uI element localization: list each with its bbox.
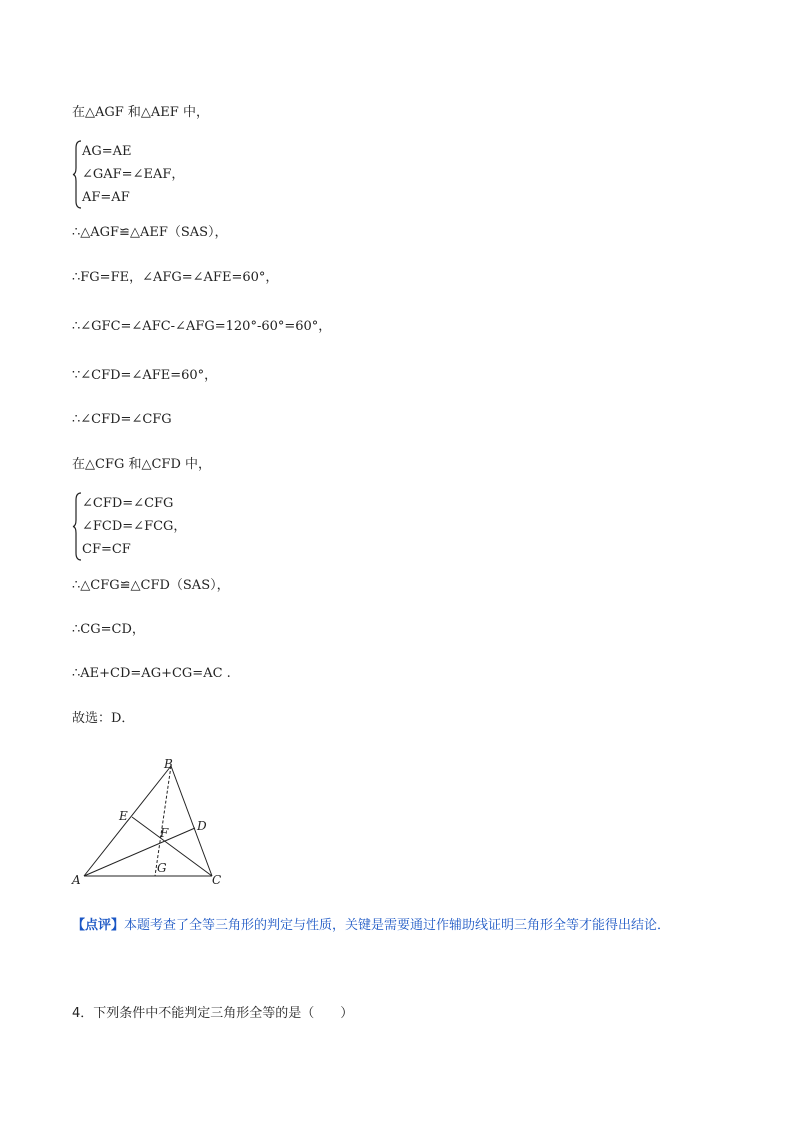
proof-line-3: ∴FG=FE，∠AFG=∠AFE=60°， (72, 270, 279, 285)
proof-line-2: ∴△AGF≌△AEF（SAS）， (72, 225, 228, 240)
comment-block (72, 914, 670, 933)
brace1-line-1: AG=AE (82, 144, 132, 159)
question-4: 4．下列条件中不能判定三角形全等的是（ ） (72, 1006, 354, 1021)
comment-tag: 【点评】 (72, 918, 125, 933)
brace1-line-2: ∠GAF=∠EAF， (82, 167, 185, 182)
proof-line-10: ∴AE+CD=AG+CG=AC . (72, 666, 231, 681)
proof-line-9: ∴CG=CD， (72, 622, 145, 637)
brace2-line-3: CF=CF (82, 542, 131, 557)
proof-line-4: ∴∠GFC=∠AFC-∠AFG=120°-60°=60°， (72, 319, 332, 334)
brace1-line-3: AF=AF (82, 190, 130, 205)
proof-line-5: ∵∠CFD=∠AFE=60°， (72, 368, 218, 383)
proof-line-8: ∴△CFG≌△CFD（SAS）， (72, 578, 230, 593)
label-B: B (164, 757, 173, 771)
proof-line-6: ∴∠CFD=∠CFG (72, 412, 172, 427)
left-brace-icon (72, 492, 82, 561)
label-E: E (119, 809, 128, 823)
brace2-line-2: ∠FCD=∠FCG， (82, 519, 187, 534)
triangle-figure (66, 752, 236, 890)
proof-line-7: 在△CFG 和△CFD 中， (72, 457, 212, 472)
label-F: F (160, 826, 169, 840)
segment-AD (84, 828, 195, 876)
comment-text: 本题考查了全等三角形的判定与性质，关键是需要通过作辅助线证明三角形全等才能得出结论． (124, 918, 671, 933)
answer-line: 故选：D． (72, 711, 135, 726)
label-A: A (72, 873, 81, 887)
proof-line-1: 在△AGF 和△AEF 中， (72, 105, 209, 120)
brace2-line-1: ∠CFD=∠CFG (82, 496, 174, 511)
label-C: C (212, 873, 222, 887)
left-brace-icon (72, 140, 82, 209)
label-D: D (197, 819, 207, 833)
label-G: G (157, 861, 167, 875)
